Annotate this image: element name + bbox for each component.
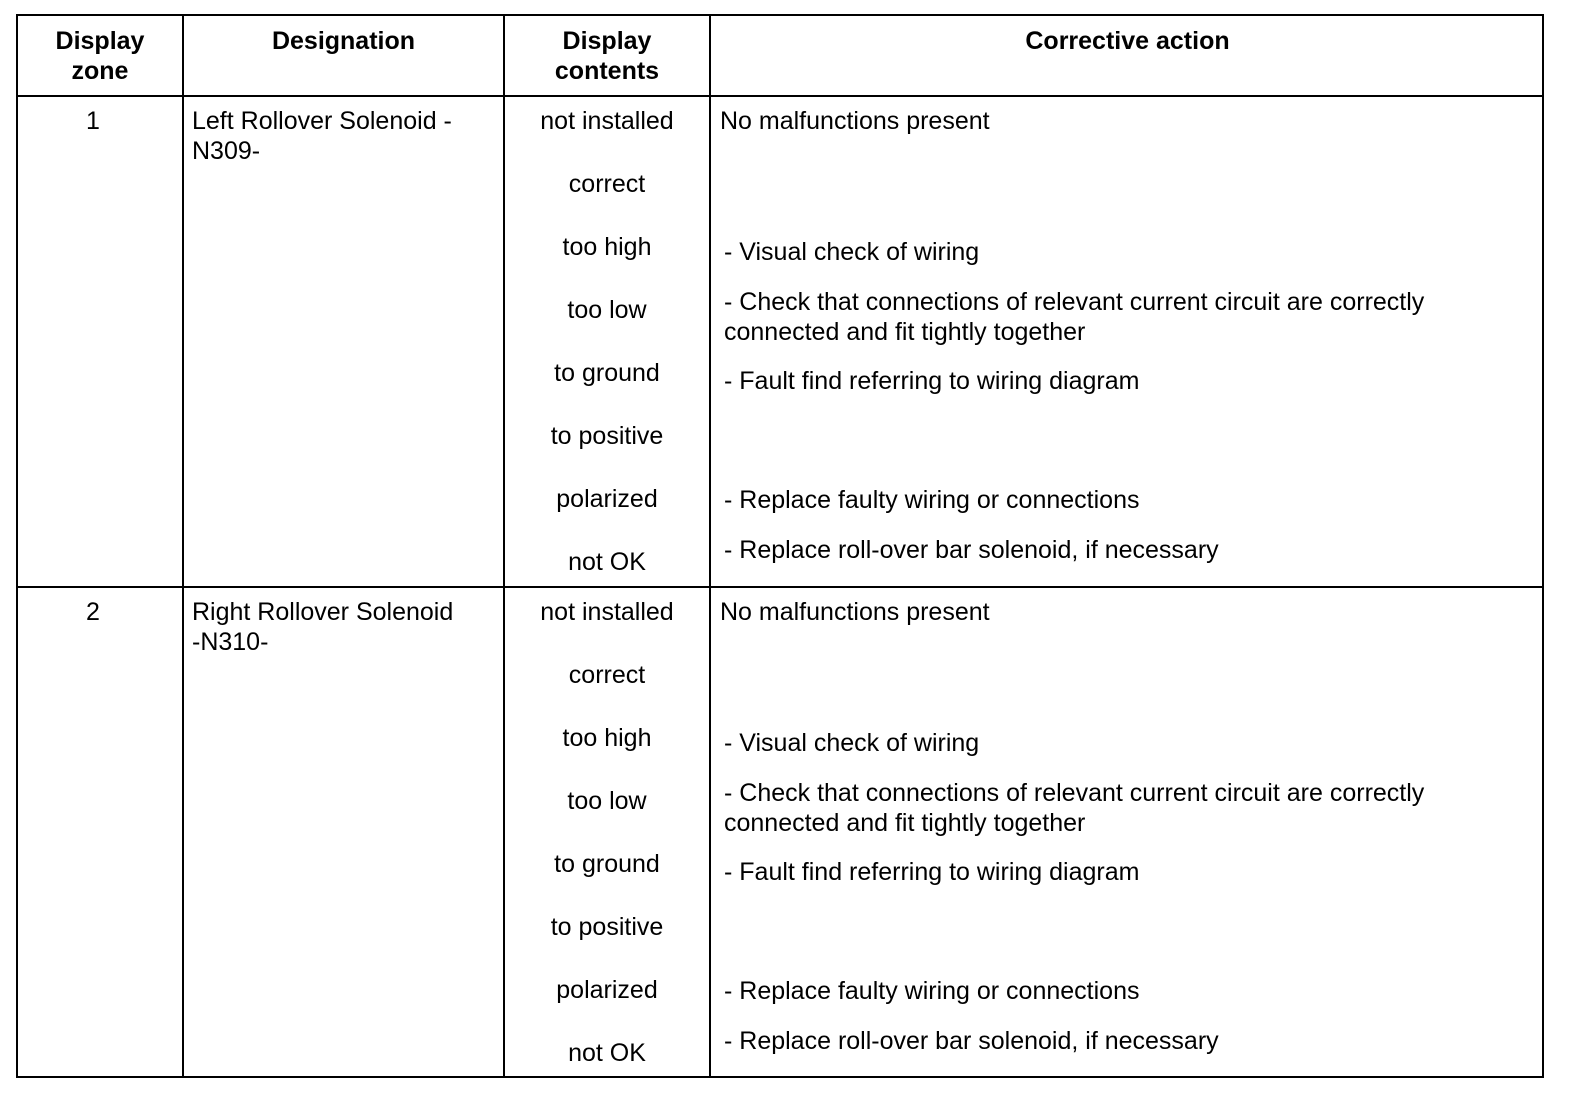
header-display-zone: Display zone	[55, 27, 145, 85]
display-content-value: to ground	[554, 850, 660, 878]
designation-cell: Left Rollover Solenoid - N309-	[192, 107, 452, 165]
header-display-contents: Display contents	[554, 27, 660, 85]
display-content-value: polarized	[556, 976, 658, 1004]
diagnostic-table	[16, 14, 1544, 1078]
row-divider	[18, 586, 1542, 588]
display-content-value: to ground	[554, 359, 660, 387]
display-content-value: too high	[562, 233, 652, 261]
display-content-value: not OK	[568, 1039, 646, 1067]
corrective-action-item: - Replace faulty wiring or connections	[724, 486, 1140, 514]
display-content-value: correct	[568, 170, 646, 198]
designation-cell: Right Rollover Solenoid -N310-	[192, 598, 454, 656]
corrective-action-item: - Visual check of wiring	[724, 729, 980, 757]
display-content-value: too high	[562, 724, 652, 752]
corrective-action-item: - Replace roll-over bar solenoid, if necessary	[724, 536, 1219, 564]
display-content-value: to positive	[550, 913, 664, 941]
corrective-action-item: - Fault find referring to wiring diagram	[724, 858, 1140, 886]
display-content-value: not OK	[568, 548, 646, 576]
display-zone-cell: 2	[86, 598, 100, 626]
corrective-action-item: - Visual check of wiring	[724, 238, 980, 266]
display-content-value: too low	[567, 296, 647, 324]
header-corrective-action: Corrective action	[1025, 27, 1230, 55]
column-divider	[182, 16, 184, 1076]
display-zone-cell: 1	[86, 107, 100, 135]
corrective-action-item: - Replace faulty wiring or connections	[724, 977, 1140, 1005]
column-divider	[709, 16, 711, 1076]
no-malfunction-text: No malfunctions present	[720, 107, 990, 135]
display-content-value: not installed	[540, 598, 674, 626]
corrective-action-item: - Replace roll-over bar solenoid, if necessary	[724, 1027, 1219, 1055]
display-content-value: polarized	[556, 485, 658, 513]
header-designation: Designation	[271, 27, 416, 55]
corrective-action-item: - Fault find referring to wiring diagram	[724, 367, 1140, 395]
corrective-action-item: - Check that connections of relevant current circuit are correctly connected and fit tightly together	[724, 779, 1425, 837]
display-content-value: not installed	[540, 107, 674, 135]
header-divider	[18, 95, 1542, 97]
corrective-action-item: - Check that connections of relevant current circuit are correctly connected and fit tightly together	[724, 288, 1425, 346]
display-content-value: correct	[568, 661, 646, 689]
display-content-value: too low	[567, 787, 647, 815]
no-malfunction-text: No malfunctions present	[720, 598, 990, 626]
display-content-value: to positive	[550, 422, 664, 450]
